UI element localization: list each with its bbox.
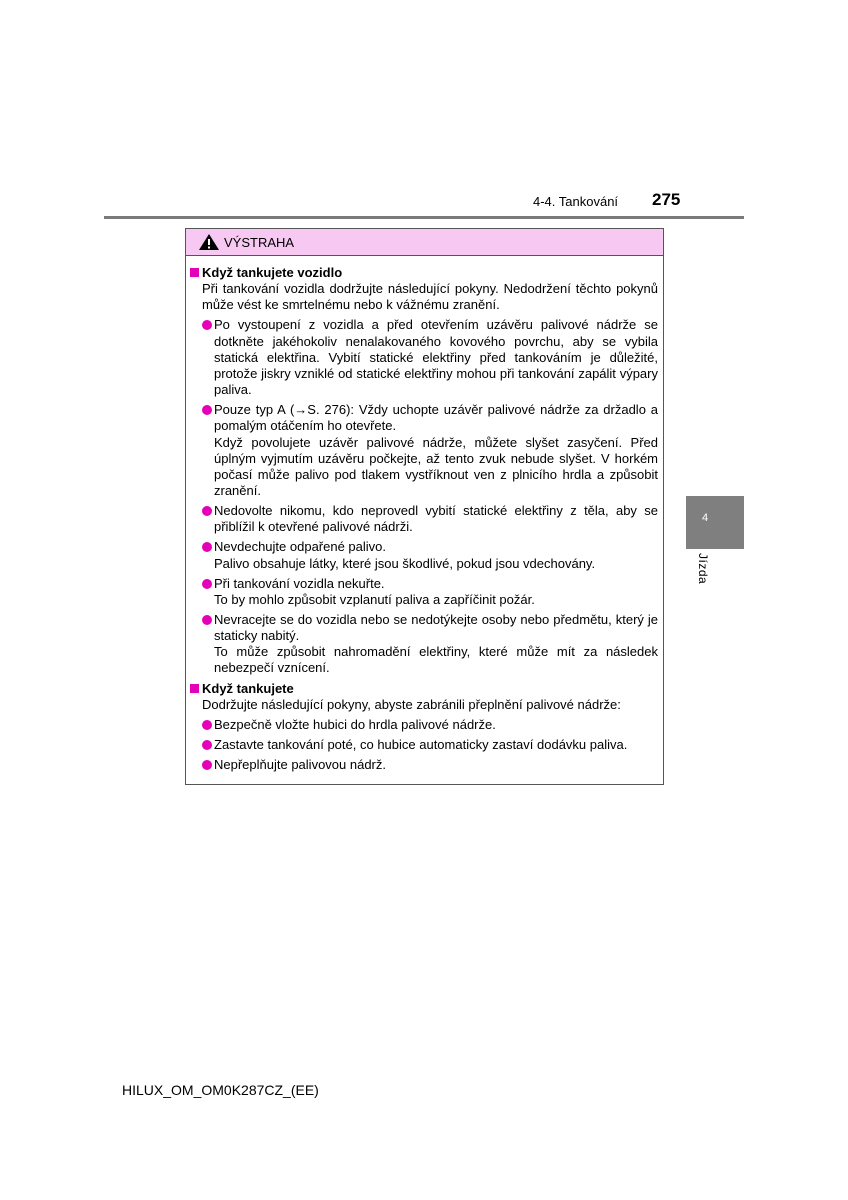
list-item: Při tankování vozidla nekuřte. To by mohlo způsobit vzplanutí paliva a zapříčinit požár. [190,576,658,608]
chapter-label: Jízda [696,553,710,585]
list-item: Bezpečně vložte hubici do hrdla palivové nádrže. [190,717,658,733]
warning-header [186,229,663,256]
warning-box [185,228,664,785]
list-item: Zastavte tankování poté, co hubice automaticky zastaví dodávku paliva. [190,737,658,753]
square-bullet-icon [190,268,199,277]
circle-bullet-icon [202,720,212,730]
document-code: HILUX_OM_OM0K287CZ_(EE) [122,1082,319,1098]
section-intro: Při tankování vozidla dodržujte následující pokyny. Nedodržení těchto pokynů může vést ke smrtelnému nebo k vážnému zranění. [202,281,658,313]
circle-bullet-icon [202,405,212,415]
warning-title: VÝSTRAHA [224,235,295,250]
circle-bullet-icon [202,615,212,625]
square-bullet-icon [190,684,199,693]
circle-bullet-icon [202,542,212,552]
list-item: Nevdechujte odpařené palivo. Palivo obsahuje látky, které jsou škodlivé, pokud jsou vdechovány. [190,539,658,571]
section-heading: Když tankujete vozidlo [190,265,658,281]
circle-bullet-icon [202,320,212,330]
list-item: Nevracejte se do vozidla nebo se nedotýkejte osoby nebo předmětu, který je staticky nabitý. To může způsobit nahromadění elektřiny, které může mít za následek nebezpečí vznícení. [190,612,658,677]
section-intro: Dodržujte následující pokyny, abyste zabránili přeplnění palivové nádrže: [202,696,621,712]
list-item: Nepřeplňujte palivovou nádrž. [190,757,658,773]
section-heading: Když tankujete [190,681,658,697]
chapter-tab [686,496,744,549]
circle-bullet-icon [202,579,212,589]
warning-content [190,265,658,773]
list-item: Nedovolte nikomu, kdo neprovedl vybití statické elektřiny z těla, aby se přiblížil k otevřené palivové nádrži. [190,503,658,535]
header-divider [104,216,744,219]
chapter-number: 4 [702,512,709,524]
section-title: 4-4. Tankování [533,194,619,209]
circle-bullet-icon [202,760,212,770]
circle-bullet-icon [202,506,212,516]
list-item: Po vystoupení z vozidla a před otevřením uzávěru palivové nádrže se dotkněte jakéhokoliv nenalakovaného kovového povrchu, aby se vybila statická elektřina. Vybití statické elektřiny před tankováním je důležité, protože jiskry vzniklé od statické elektřiny mohou při tankování zapálit výpary paliva. [190,317,658,398]
page-number: 275 [652,190,681,209]
list-item: Pouze typ A (→S. 276): Vždy uchopte uzávěr palivové nádrže za držadlo a pomalým otáčením ho otevřete. Když povolujete uzávěr palivové nádrže, můžete slyšet zasyčení. Před úplným vyjmutím uzávěru počkejte, až tento zvuk nebude slyšet. V horkém počasí může palivo pod tlakem vystříknout ven z plnicího hrdla a způsobit zranění. [190,402,658,499]
circle-bullet-icon [202,740,212,750]
warning-triangle-icon [198,233,220,251]
